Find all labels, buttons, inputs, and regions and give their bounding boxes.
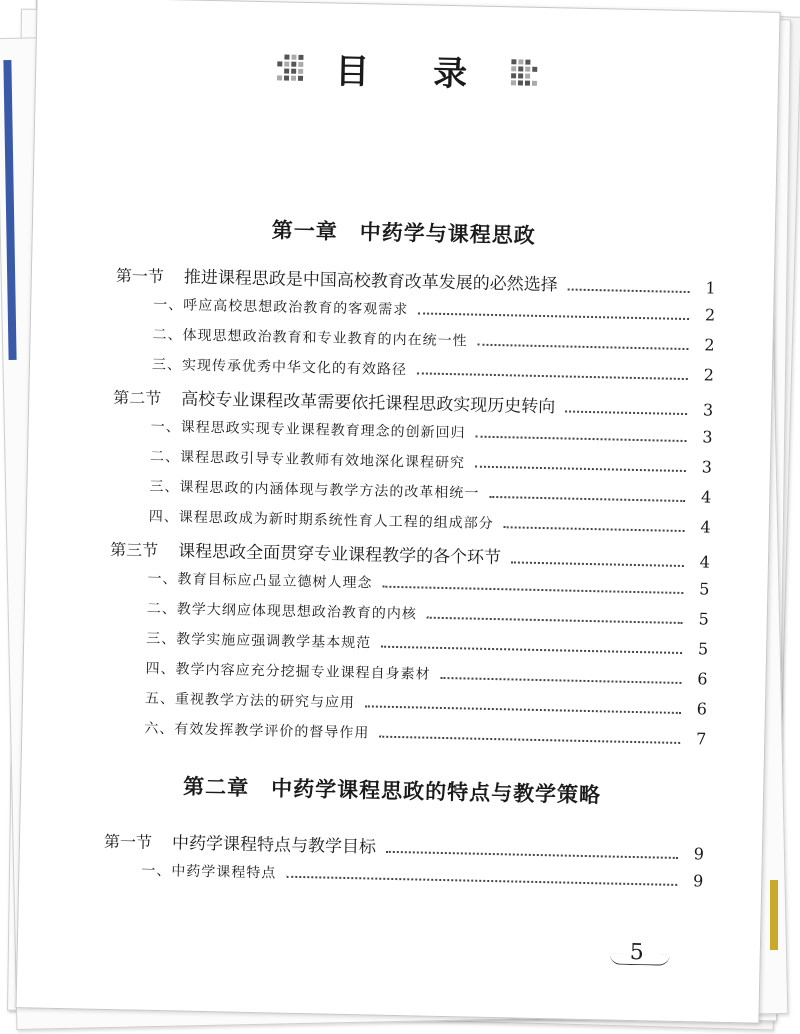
item-title: 二、课程思政引导专业教师有效地深化课程研究 bbox=[149, 448, 466, 472]
page-ref: 5 bbox=[699, 579, 710, 599]
leader-dots bbox=[379, 736, 680, 744]
chapter-number: 第二章 bbox=[182, 774, 250, 800]
section-title: 推进课程思政是中国高校教育改革发展的必然选择 bbox=[183, 267, 558, 296]
page-ref: 1 bbox=[705, 278, 716, 298]
toc-section[interactable] bbox=[110, 535, 710, 573]
page-ref: 3 bbox=[702, 400, 714, 420]
toc-section[interactable] bbox=[113, 383, 713, 421]
section-number: 第二节 bbox=[113, 388, 162, 409]
item-title: 三、课程思政的内涵体现与教学方法的改革相统一 bbox=[149, 478, 480, 502]
section-number: 第一节 bbox=[103, 831, 153, 852]
page-title: 目 录 bbox=[334, 51, 494, 95]
swoosh-decoration bbox=[610, 954, 670, 966]
leader-dots bbox=[504, 526, 685, 532]
leader-dots bbox=[427, 617, 683, 624]
item-title: 二、教学大纲应体现思想政治教育的内核 bbox=[146, 600, 417, 623]
section-number: 第一节 bbox=[115, 266, 165, 287]
leader-dots bbox=[386, 851, 678, 859]
page-ref: 4 bbox=[699, 552, 711, 572]
section-number: 第三节 bbox=[109, 539, 159, 560]
page-ref: 9 bbox=[692, 871, 704, 891]
item-title: 三、实现传承优秀中华文化的有效路径 bbox=[151, 356, 408, 379]
leader-dots bbox=[382, 586, 683, 594]
toc-item[interactable] bbox=[141, 860, 703, 892]
leader-dots bbox=[489, 496, 685, 502]
leader-dots bbox=[365, 705, 681, 714]
page-ref: 3 bbox=[701, 457, 713, 477]
chapter-title: 中药学课程思政的特点与教学策略 bbox=[270, 776, 602, 808]
toc-item[interactable] bbox=[146, 628, 708, 660]
item-title: 六、有效发挥教学评价的督导作用 bbox=[144, 720, 370, 742]
page-ref: 2 bbox=[704, 305, 716, 325]
leader-dots bbox=[565, 410, 687, 415]
page-ref: 9 bbox=[693, 844, 705, 864]
leader-dots bbox=[418, 312, 689, 320]
page-ref: 2 bbox=[703, 365, 715, 385]
toc-page bbox=[15, 0, 780, 1024]
section-title: 高校专业课程改革需要依托课程思政实现历史转向 bbox=[181, 389, 556, 418]
item-title: 一、呼应高校思想政治教育的客观需求 bbox=[153, 296, 409, 319]
page-ref: 7 bbox=[695, 729, 707, 749]
decoration-right-icon bbox=[511, 59, 538, 86]
leader-dots bbox=[476, 436, 687, 442]
toc-item[interactable] bbox=[150, 416, 712, 448]
page-number-text: 5 bbox=[629, 939, 645, 966]
item-title: 三、教学实施应强调教学基本规范 bbox=[146, 630, 372, 652]
page-ref: 3 bbox=[702, 427, 713, 447]
toc-item[interactable] bbox=[149, 506, 711, 538]
leader-dots bbox=[511, 561, 684, 567]
leader-dots bbox=[440, 677, 681, 684]
toc-item[interactable] bbox=[149, 476, 711, 508]
toc-item[interactable] bbox=[145, 658, 707, 690]
toc-item[interactable] bbox=[144, 718, 706, 750]
item-title: 四、教学内容应充分挖掘专业课程自身素材 bbox=[145, 660, 431, 683]
toc-section[interactable] bbox=[116, 261, 716, 299]
page-ref: 4 bbox=[700, 517, 711, 537]
leader-dots bbox=[475, 466, 686, 472]
item-title: 一、课程思政实现专业课程教育理念的创新回归 bbox=[150, 418, 466, 442]
item-title: 五、重视教学方法的研究与应用 bbox=[144, 690, 356, 712]
section-title: 课程思政全面贯穿专业课程教学的各个环节 bbox=[177, 541, 502, 569]
section-title: 中药学课程特点与教学目标 bbox=[171, 833, 377, 858]
chapter-heading bbox=[33, 209, 775, 255]
item-title: 一、中药学课程特点 bbox=[141, 862, 277, 882]
page-ref: 2 bbox=[704, 335, 715, 355]
page-ref: 5 bbox=[698, 609, 709, 629]
page-ref: 4 bbox=[700, 487, 712, 507]
toc-section[interactable] bbox=[104, 827, 704, 865]
chapter-title: 中药学与课程思政 bbox=[359, 220, 537, 248]
toc-header bbox=[36, 37, 779, 102]
decoration-left-icon bbox=[277, 54, 304, 81]
item-title: 一、教育目标应凸显立德树人理念 bbox=[147, 570, 373, 592]
toc-item[interactable] bbox=[150, 446, 712, 478]
item-title: 二、体现思想政治教育和专业教育的内在统一性 bbox=[152, 326, 468, 350]
toc-item[interactable] bbox=[147, 598, 709, 630]
toc-item[interactable] bbox=[152, 354, 714, 386]
page-ref: 6 bbox=[696, 699, 708, 719]
leader-dots bbox=[381, 646, 682, 654]
leader-dots bbox=[477, 344, 688, 350]
toc-item[interactable] bbox=[153, 294, 715, 326]
page-number bbox=[630, 940, 645, 965]
cover-edge bbox=[770, 880, 778, 950]
leader-dots bbox=[568, 289, 690, 294]
toc-item[interactable] bbox=[145, 688, 707, 720]
chapter-heading bbox=[21, 767, 763, 813]
item-title: 四、课程思政成为新时期系统性育人工程的组成部分 bbox=[148, 508, 494, 533]
chapter-number: 第一章 bbox=[271, 218, 339, 244]
toc-item[interactable] bbox=[152, 324, 714, 356]
toc-item[interactable] bbox=[147, 568, 709, 600]
leader-dots bbox=[417, 372, 688, 380]
page-ref: 6 bbox=[697, 669, 708, 689]
leader-dots bbox=[286, 876, 677, 886]
page-ref: 5 bbox=[697, 639, 709, 659]
